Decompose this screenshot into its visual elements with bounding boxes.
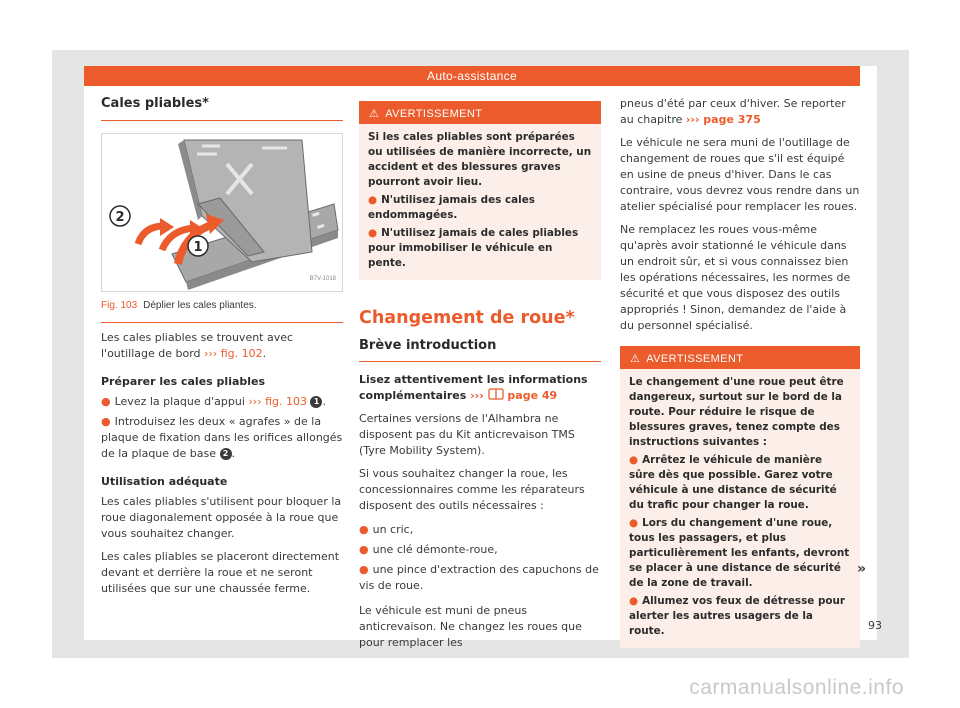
figure-caption <box>101 298 343 323</box>
list-item <box>359 562 601 594</box>
warning-item-text: N'utilisez jamais des cales endommagées. <box>368 194 535 221</box>
list-item-text: Levez la plaque d'appui <box>114 395 249 408</box>
page-number: 93 <box>868 619 882 632</box>
paragraph: Certaines versions de l'Alhambra ne disposent pas du Kit anticrevaison TMS (Tyre Mobility System). <box>359 412 575 457</box>
bullet-icon: ● <box>101 415 111 428</box>
warning-body <box>359 124 601 280</box>
warning-text: Si les cales pliables sont préparées ou utilisées de manière incorrecte, un accident et des blessures graves pourront avoir lieu. <box>368 131 592 188</box>
bullet-icon: ● <box>101 395 111 408</box>
bullet-icon: ● <box>629 454 639 466</box>
list-item-end: . <box>322 395 326 408</box>
section-header: Auto-assistance <box>84 66 860 86</box>
chapter-heading: Changement de roue* <box>359 308 575 328</box>
page-link[interactable]: ››› page 375 <box>685 113 761 126</box>
list-item-end: . <box>231 447 236 460</box>
lead-text: Lisez attentivement les informations complémentaires <box>359 373 588 402</box>
intro-paragraph <box>101 330 343 362</box>
warning-triangle-icon: ⚠ <box>369 108 380 120</box>
warning-header <box>359 104 601 124</box>
column-right <box>620 96 860 648</box>
figure-wheel-chock <box>101 133 343 292</box>
intro-text: Les cales pliables se trouvent avec l'outillage de bord <box>101 331 294 360</box>
warning-item-text: Allumez vos feux de détresse pour alerter les autres usagers de la route. <box>629 595 846 637</box>
paragraph: Le véhicule ne sera muni de l'outillage de changement de roues que s'il est équipé en usine de pneus d'hiver. Dans le cas contraire, vous devrez vous rendre dans un atelier spécialisé pour remplacer les roues. <box>620 136 860 213</box>
paragraph <box>620 96 860 128</box>
subheading-preparer: Préparer les cales pliables <box>101 375 266 388</box>
list-item <box>359 542 601 558</box>
bullet-icon: ● <box>368 194 378 206</box>
figure-caption-text: Déplier les cales pliantes. <box>143 300 257 311</box>
paragraph: Les cales pliables se placeront directement devant et derrière la roue et ne seront utilisées que sur une chaussée ferme. <box>101 550 340 595</box>
bullet-icon: ● <box>629 517 639 529</box>
warning-title: AVERTISSEMENT <box>385 108 483 120</box>
warning-item <box>368 193 592 223</box>
bullet-icon: ● <box>359 523 369 536</box>
warning-triangle-icon: ⚠ <box>630 353 641 365</box>
page-link[interactable]: page 49 <box>507 389 558 402</box>
figure-code: B7V-1018 <box>309 276 336 282</box>
warning-item <box>629 594 851 639</box>
warning-item <box>629 516 851 591</box>
bullet-icon: ● <box>359 543 369 556</box>
warning-item-text: Arrêtez le véhicule de manière sûre dès que possible. Garez votre véhicule à une distance de sécurité du trafic pour changer la roue. <box>629 454 837 511</box>
warning-header <box>620 349 860 369</box>
page-link-arrows[interactable]: ››› <box>470 389 484 402</box>
callout-1-label: 1 <box>193 240 203 255</box>
list-item <box>359 522 601 538</box>
watermark: carmanualsonline.info <box>689 676 904 699</box>
warning-text: Le changement d'une roue peut être dangereux, surtout sur le bord de la route. Pour réduire le risque de blessures graves, tenez compte des instructions suivantes : <box>629 376 844 448</box>
section-heading-intro: Brève introduction <box>359 338 601 362</box>
paragraph: Les cales pliables s'utilisent pour bloquer la roue diagonalement opposée à la roue que vous souhaitez changer. <box>101 495 342 540</box>
bullet-icon: ● <box>359 563 369 576</box>
list-item <box>101 394 343 410</box>
column-left <box>101 96 343 597</box>
bullet-icon: ● <box>368 227 378 239</box>
callout-2-label: 2 <box>115 210 125 225</box>
paragraph-text: pneus d'été par ceux d'hiver. Se reporter au chapitre <box>620 97 846 126</box>
intro-end: . <box>262 347 267 360</box>
list-item-text: une pince d'extraction des capuchons de vis de roue. <box>359 563 599 592</box>
wheel-chock-illustration <box>102 134 342 291</box>
callout-ref: 1 <box>310 396 322 408</box>
fig-link[interactable]: ››› fig. 103 <box>248 395 307 408</box>
manual-book-icon <box>488 388 504 400</box>
list-item-text: une clé démonte-roue, <box>372 543 498 556</box>
callout-ref: 2 <box>220 448 232 460</box>
list-item <box>101 414 343 462</box>
warning-box <box>359 101 601 280</box>
paragraph: Si vous souhaitez changer la roue, les concessionnaires comme les réparateurs disposent des outils nécessaires : <box>359 467 585 512</box>
list-item-text: Introduisez les deux « agrafes » de la plaque de fixation dans les orifices allongés de la plaque de base <box>101 415 343 460</box>
paragraph: Le véhicule est muni de pneus anticrevaison. Ne changez les roues que pour remplacer les <box>359 604 582 649</box>
fig-link[interactable]: ››› fig. 102 <box>204 347 263 360</box>
continue-marker: » <box>857 561 867 577</box>
bullet-icon: ● <box>629 595 639 607</box>
paragraph: Ne remplacez les roues vous-même qu'après avoir stationné le véhicule dans un endroit sûr, et si vous connaissez bien les opérations nécessaires, les normes de sécurité et que vous disposez des outils appropriés ! Sinon, demandez de l'aide à du personnel spécialisé. <box>620 223 851 332</box>
section-heading-cales: Cales pliables* <box>101 96 343 121</box>
warning-item <box>629 453 851 513</box>
warning-item-text: Lors du changement d'une roue, tous les passagers, et plus particulièrement les enfants, devront se placer à une distance de sécurité de la zone de travail. <box>629 517 850 589</box>
warning-item <box>368 226 592 271</box>
subheading-utilisation: Utilisation adéquate <box>101 475 228 488</box>
column-middle <box>359 101 601 651</box>
lead-paragraph <box>359 372 601 404</box>
figure-number: Fig. 103 <box>101 300 138 311</box>
list-item-text: un cric, <box>372 523 414 536</box>
warning-body <box>620 369 860 648</box>
warning-item-text: N'utilisez jamais de cales pliables pour immobiliser le véhicule en pente. <box>368 227 579 269</box>
warning-box <box>620 346 860 648</box>
warning-title: AVERTISSEMENT <box>646 353 744 365</box>
